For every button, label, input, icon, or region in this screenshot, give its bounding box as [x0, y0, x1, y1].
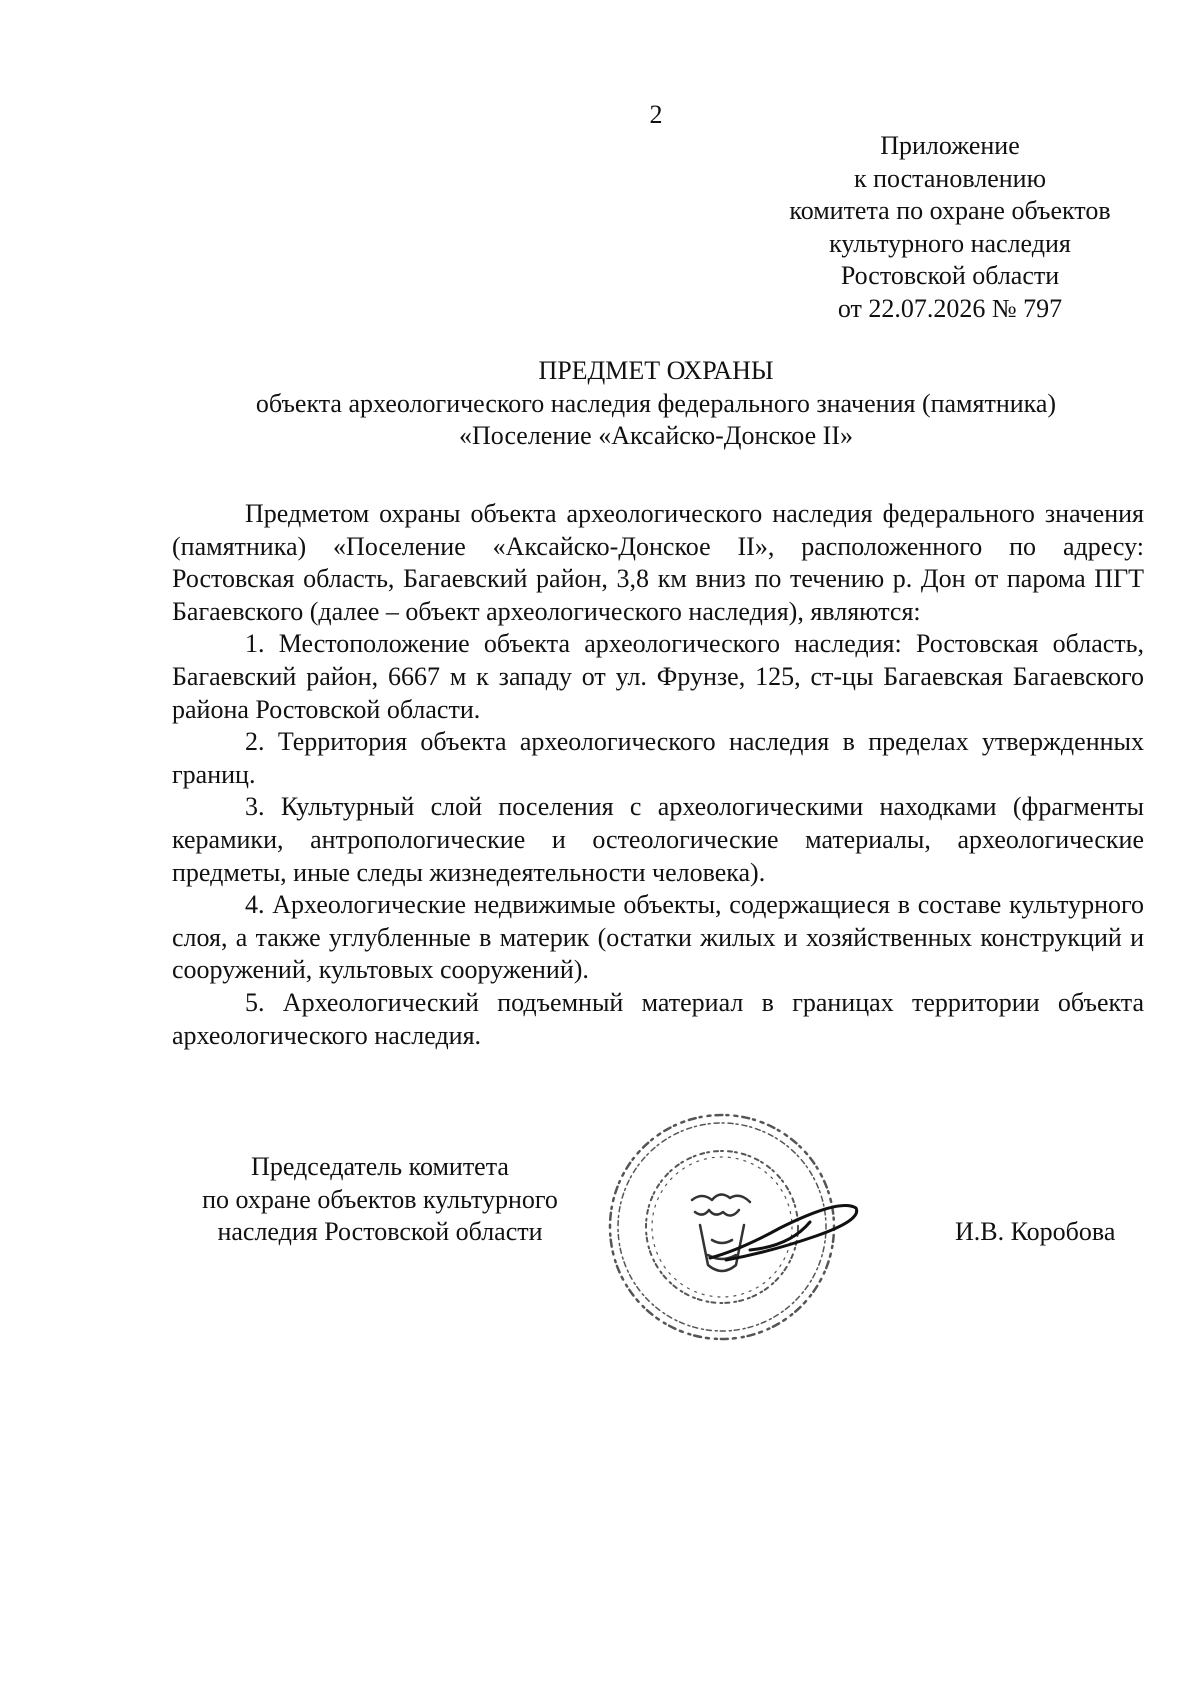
- appendix-line: культурного наследия: [829, 228, 1071, 258]
- title-heading: ПРЕДМЕТ ОХРАНЫ: [538, 356, 774, 385]
- list-item: 4. Археологические недвижимые объекты, содержащиеся в составе культурного слоя, а также углубленные в материк (остатки жилых и хозяйственных конструкций и сооружений, культовых сооружений).: [172, 890, 1144, 985]
- document-body: [172, 498, 1144, 1052]
- signer-name: И.В. Коробова: [955, 1217, 1116, 1246]
- page-number: 2: [649, 100, 663, 129]
- signer-position-line: Председатель комитета: [251, 1152, 509, 1181]
- signer-position: [170, 1151, 590, 1249]
- signer-position-line: наследия Ростовской области: [217, 1217, 543, 1246]
- document-title: [140, 355, 1172, 453]
- list-item: 5. Археологический подъемный материал в границах территории объекта археологического наследия.: [172, 987, 1144, 1050]
- official-seal: [600, 1100, 860, 1360]
- appendix-line: к постановлению: [853, 163, 1047, 193]
- appendix-line: Ростовской области: [840, 261, 1060, 290]
- list-item: 3. Культурный слой поселения с археологическими находками (фрагменты керамики, антропологические и остеологические материалы, археологические предметы, иные следы жизнедеятельности человека).: [172, 792, 1144, 887]
- intro-paragraph: Предметом охраны объекта археологического наследия федерального значения (памятника) «Поселение «Аксайско-Донское II», расположенного по адресу: Ростовская область, Багаевский район, 3,8 км вниз по течению р. Дон от парома ПГТ Багаевского (далее – объект археологического наследия), являются:: [172, 499, 1144, 626]
- appendix-line: комитета по охране объектов: [789, 196, 1111, 225]
- title-line: объекта археологического наследия федерального значения (памятника): [255, 388, 1057, 418]
- list-item: 2. Территория объекта археологического наследия в пределах утвержденных границ.: [172, 727, 1144, 789]
- emblem-icon: [692, 1194, 750, 1271]
- appendix-date-number: от 22.07.2026 № 797: [837, 293, 1063, 323]
- appendix-line: Приложение: [880, 131, 1020, 160]
- list-item: 1. Местоположение объекта археологического наследия: Ростовская область, Багаевский район, 6667 м к западу от ул. Фрунзе, 125, ст-цы Багаевская Багаевского района Ростовской области.: [172, 629, 1144, 724]
- title-line: «Поселение «Аксайско-Донское II»: [459, 421, 853, 450]
- signer-position-line: по охране объектов культурного: [202, 1184, 558, 1214]
- appendix-block: [740, 130, 1160, 325]
- signature-flourish: [710, 1206, 857, 1261]
